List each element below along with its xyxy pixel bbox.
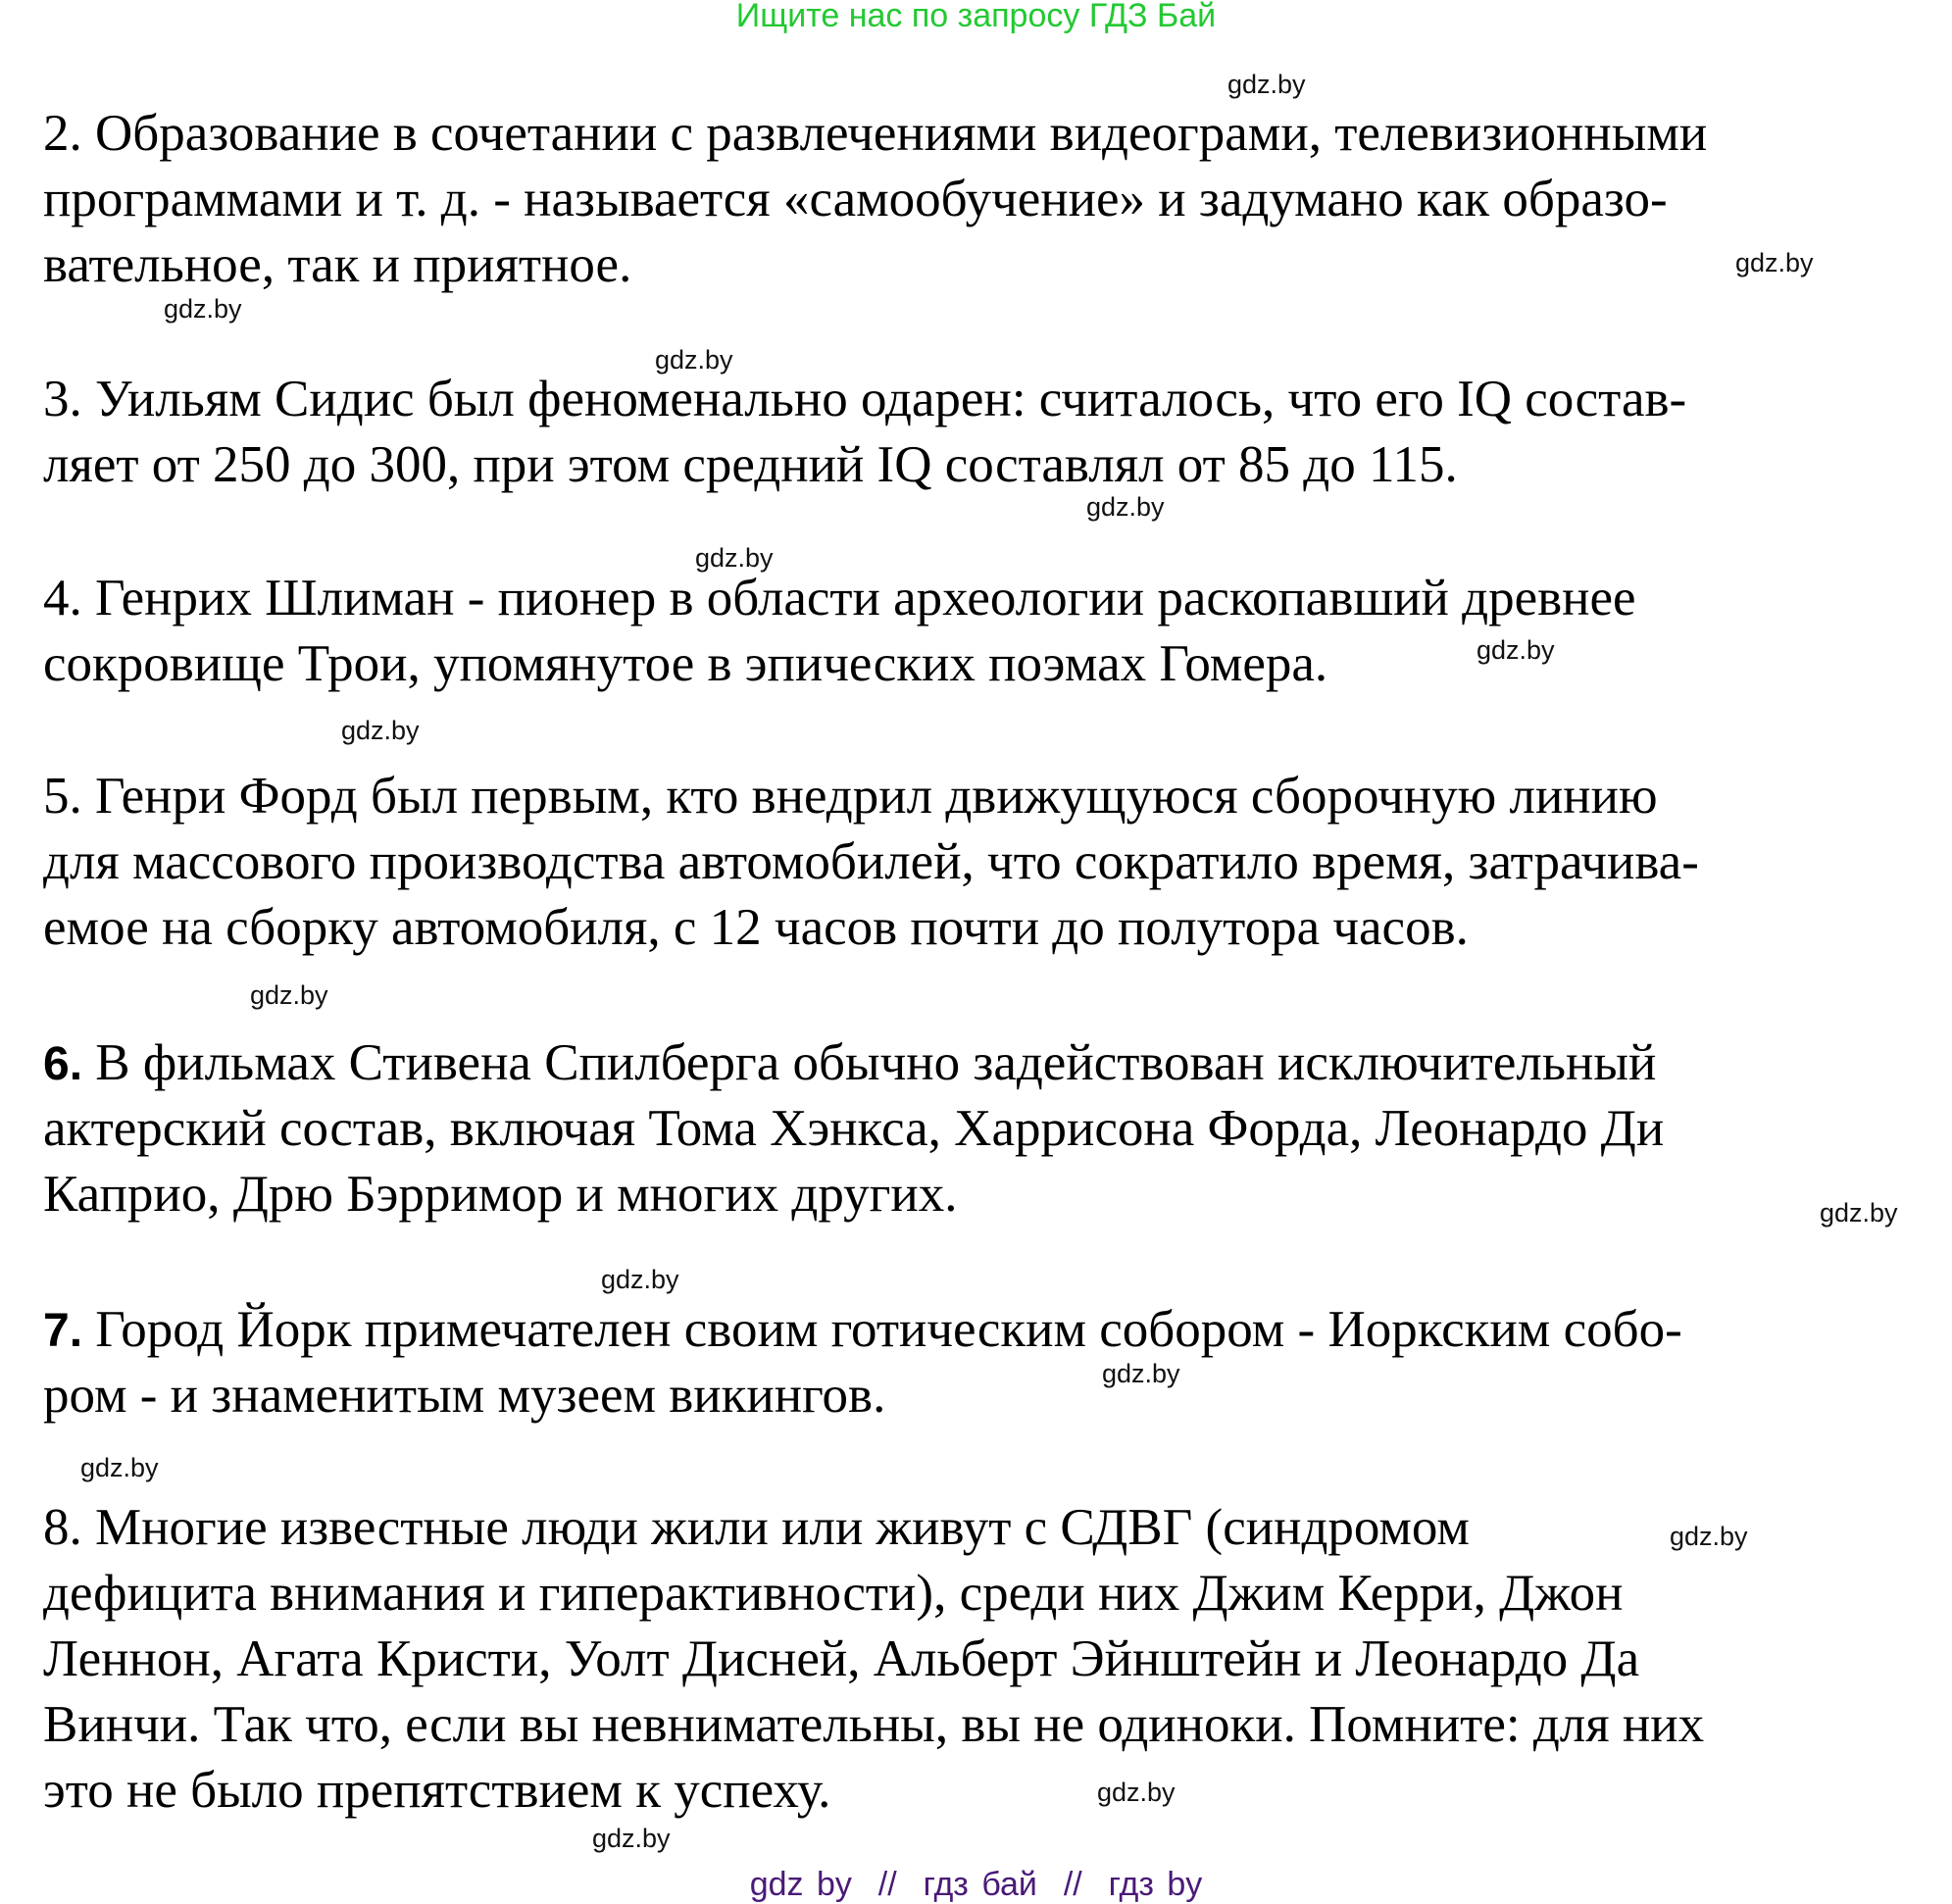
item-number: 6. bbox=[43, 1038, 83, 1090]
item-3-line-1: 3. Уильям Сидис был феноменально одарен: считалось, что его IQ состав- bbox=[43, 371, 1687, 427]
watermark: gdz.by bbox=[341, 716, 420, 745]
item-5-line-2: для массового производства автомобилей, что сократило время, затрачива- bbox=[43, 833, 1699, 890]
item-4-line-2: сокровище Трои, упомянутое в эпических поэмах Гомера. bbox=[43, 635, 1328, 692]
item-number: 3. bbox=[43, 371, 82, 427]
item-number: 4. bbox=[43, 570, 82, 626]
item-7-line-1: 7. Город Йорк примечателен своим готическим собором - Иоркским собо- bbox=[43, 1301, 1682, 1358]
item-7-line-2: ром - и знаменитым музеем викингов. bbox=[43, 1367, 886, 1424]
watermark: gdz.by bbox=[1086, 492, 1165, 522]
footer-links: gdz by // гдз бай // гдз by bbox=[749, 1866, 1203, 1903]
watermark: gdz.by bbox=[1820, 1198, 1898, 1228]
watermark: gdz.by bbox=[250, 980, 328, 1010]
item-6-line-2: актерский состав, включая Тома Хэнкса, Харрисона Форда, Леонардо Ди bbox=[43, 1100, 1665, 1157]
item-number: 8. bbox=[43, 1499, 82, 1556]
watermark: gdz.by bbox=[1097, 1778, 1176, 1807]
item-number: 7. bbox=[43, 1305, 83, 1357]
item-8-line-1: 8. Многие известные люди жили или живут с СДВГ (синдромом bbox=[43, 1499, 1470, 1556]
watermark: gdz.by bbox=[1102, 1359, 1180, 1388]
watermark: gdz.by bbox=[1735, 248, 1814, 277]
item-6-line-3: Каприо, Дрю Бэрримор и многих других. bbox=[43, 1166, 958, 1223]
watermark: gdz.by bbox=[1227, 70, 1306, 99]
watermark: gdz.by bbox=[80, 1453, 159, 1482]
item-3-line-2: ляет от 250 до 300, при этом средний IQ составлял от 85 до 115. bbox=[43, 436, 1458, 493]
item-4-line-1: 4. Генрих Шлиман - пионер в области археологии раскопавший древнее bbox=[43, 570, 1636, 626]
item-number: 5. bbox=[43, 768, 82, 825]
item-2-line-1: 2. Образование в сочетании с развлечениями видеограми, телевизионными bbox=[43, 105, 1708, 162]
item-5-line-1: 5. Генри Форд был первым, кто внедрил движущуюся сборочную линию bbox=[43, 768, 1658, 825]
item-number: 2. bbox=[43, 105, 82, 162]
watermark: gdz.by bbox=[592, 1824, 671, 1853]
watermark: gdz.by bbox=[695, 543, 774, 573]
item-8-line-4: Винчи. Так что, если вы невнимательны, вы не одиноки. Помните: для них bbox=[43, 1696, 1705, 1753]
watermark: gdz.by bbox=[164, 294, 242, 324]
item-2-line-2: программами и т. д. - называется «самообучение» и задумано как образо- bbox=[43, 171, 1668, 227]
item-8-line-5: это не было препятствием к успеху. bbox=[43, 1762, 831, 1819]
watermark: gdz.by bbox=[655, 345, 733, 375]
watermark: gdz.by bbox=[601, 1265, 679, 1294]
item-6-line-1: 6. В фильмах Стивена Спилберга обычно задействован исключительный bbox=[43, 1034, 1657, 1091]
item-5-line-3: емое на сборку автомобиля, с 12 часов почти до полутора часов. bbox=[43, 899, 1469, 956]
item-8-line-3: Леннон, Агата Кристи, Уолт Дисней, Альберт Эйнштейн и Леонардо Да bbox=[43, 1630, 1640, 1687]
item-8-line-2: дефицита внимания и гиперактивности), среди них Джим Керри, Джон bbox=[43, 1565, 1624, 1622]
watermark: gdz.by bbox=[1477, 635, 1555, 665]
search-banner: Ищите нас по запросу ГДЗ Бай bbox=[735, 0, 1217, 34]
item-2-line-3: вательное, так и приятное. bbox=[43, 236, 632, 293]
watermark: gdz.by bbox=[1670, 1522, 1748, 1551]
